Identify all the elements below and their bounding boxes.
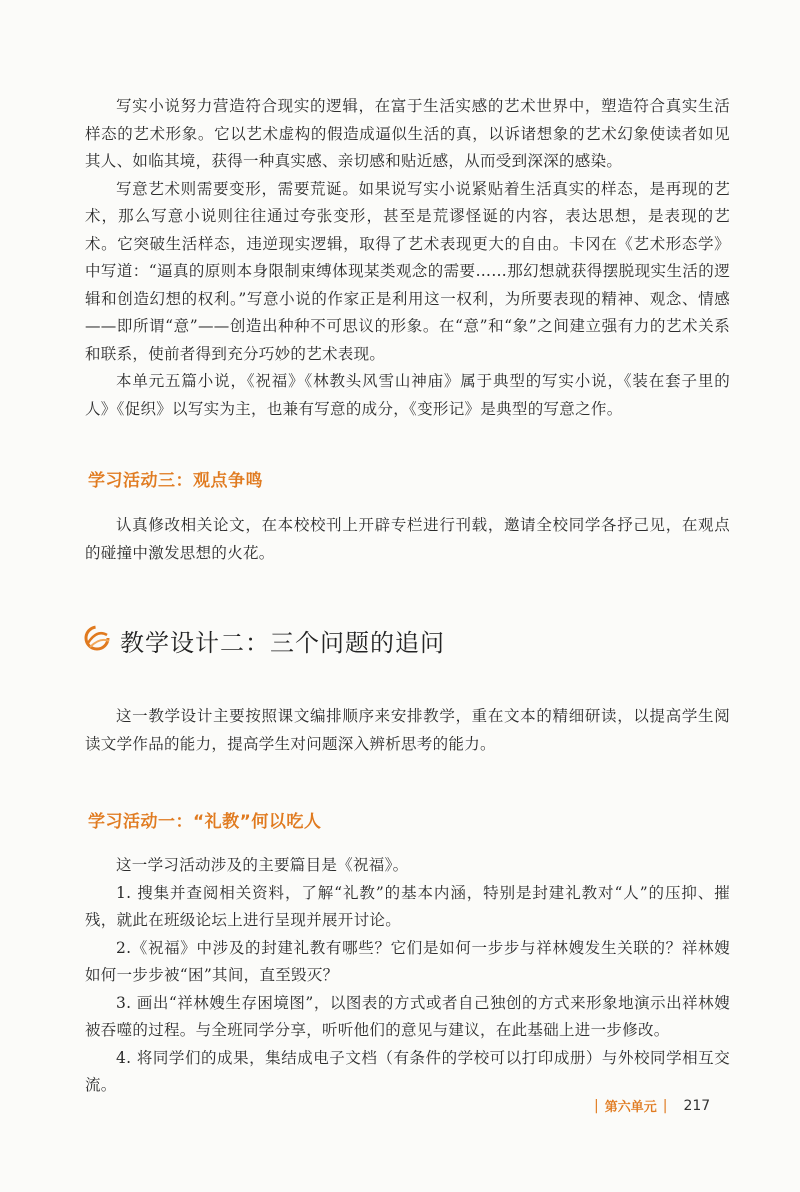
- intro-section: [85, 93, 730, 423]
- paragraph: 本单元五篇小说，《祝福》《林教头风雪山神庙》属于典型的写实小说，《装在套子里的人》《促织》以写实为主，也兼有写意的成分，《变形记》是典型的写意之作。: [85, 372, 730, 418]
- footer-separator: |: [662, 1097, 668, 1114]
- page-footer: [588, 1096, 710, 1115]
- activity-body: [85, 512, 730, 567]
- swirl-icon: [82, 623, 112, 657]
- list-item: 2.《祝福》中涉及的封建礼教有哪些？它们是如何一步步与祥林嫂发生关联的？祥林嫂如何一步步被“困”其间，直至毁灭？: [85, 938, 730, 984]
- unit-label: 第六单元: [604, 1100, 657, 1115]
- activity-body: [85, 852, 730, 1100]
- section-intro: [85, 703, 730, 758]
- section-title: [82, 620, 445, 660]
- activity-heading: 学习活动三：观点争鸣: [88, 471, 263, 491]
- page-number: 217: [683, 1097, 711, 1114]
- paragraph: 这一教学设计主要按照课文编排顺序来安排教学，重在文本的精细研读，以提高学生阅读文学作品的能力，提高学生对问题深入辨析思考的能力。: [85, 707, 730, 753]
- activity-heading: 学习活动一：“礼教”何以吃人: [88, 812, 322, 832]
- list-item: 4. 将同学们的成果，集结成电子文档（有条件的学校可以打印成册）与外校同学相互交流。: [85, 1048, 730, 1094]
- list-item: 1. 搜集并查阅相关资料，了解“礼教”的基本内涵，特别是封建礼教对“人”的压抑、摧残，就此在班级论坛上进行呈现并展开讨论。: [85, 883, 730, 929]
- section-title-text: 教学设计二：三个问题的追问: [120, 628, 445, 657]
- paragraph: 认真修改相关论文，在本校校刊上开辟专栏进行刊载，邀请全校同学各抒己见，在观点的碰撞中激发思想的火花。: [85, 516, 730, 562]
- paragraph: 这一学习活动涉及的主要篇目是《祝福》。: [116, 856, 409, 874]
- paragraph: 写实小说努力营造符合现实的逻辑，在富于生活实感的艺术世界中，塑造符合真实生活样态的艺术形象。它以艺术虚构的假造成逼似生活的真，以诉诸想象的艺术幻象使读者如见其人、如临其境，获得一种真实感、亲切感和贴近感，从而受到深深的感染。: [85, 97, 730, 170]
- list-item: 3. 画出“祥林嫂生存困境图”，以图表的方式或者自己独创的方式来形象地演示出祥林嫂被吞噬的过程。与全班同学分享，听听他们的意见与建议，在此基础上进一步修改。: [85, 993, 730, 1039]
- paragraph: 写意艺术则需要变形，需要荒诞。如果说写实小说紧贴着生活真实的样态，是再现的艺术，那么写意小说则往往通过夸张变形，甚至是荒谬怪诞的内容，表达思想，是表现的艺术。它突破生活样态，违逆现实逻辑，取得了艺术表现更大的自由。卡冈在《艺术形态学》中写道：“逼真的原则本身限制束缚体现某类观念的需要……那幻想就获得摆脱现实生活的逻辑和创造幻想的权利。”写意小说的作家正是利用这一权利，为所要表现的精神、观念、情感——即所谓“意”——创造出种种不可思议的形象。在“意”和“象”之间建立强有力的艺术关系和联系，使前者得到充分巧妙的艺术表现。: [85, 179, 730, 363]
- footer-separator: |: [594, 1097, 599, 1114]
